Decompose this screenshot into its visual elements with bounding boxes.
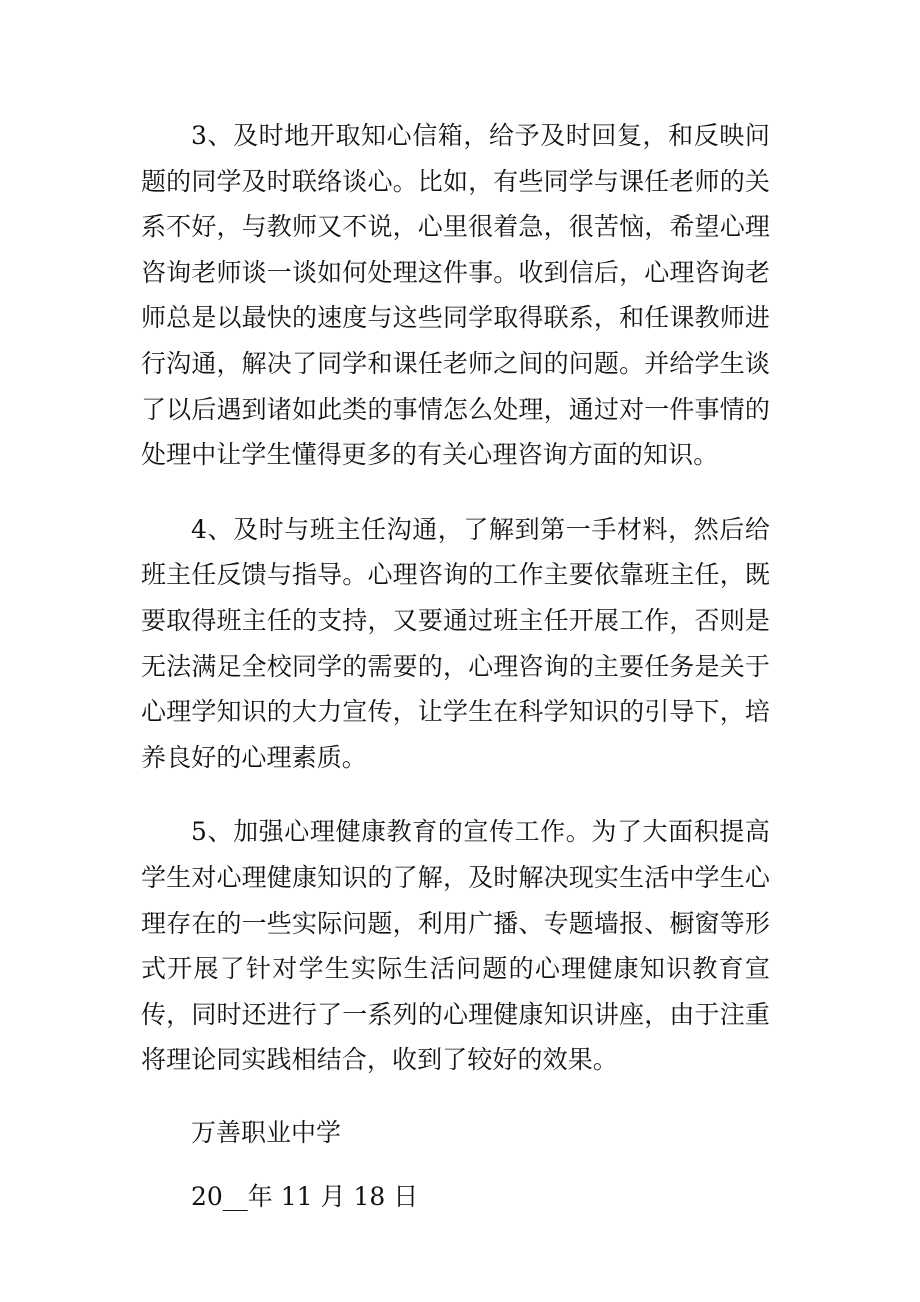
paragraph-item-4: 4、及时与班主任沟通，了解到第一手材料，然后给班主任反馈与指导。心理咨询的工作主要依靠班主任，既要取得班主任的支持，又要通过班主任开展工作，否则是无法满足全校同学的需要的，心理咨询的主要任务是关于心理学知识的大力宣传，让学生在科学知识的引导下，培养良好的心理素质。 bbox=[141, 514, 770, 772]
paragraph-item-3: 3、及时地开取知心信箱，给予及时回复，和反映问题的同学及时联络谈心。比如，有些同学与课任老师的关系不好，与教师又不说，心里很着急，很苦恼，希望心理咨询老师谈一谈如何处理这件事。收到信后，心理咨询老师总是以最快的速度与这些同学取得联系，和任课教师进行沟通，解决了同学和课任老师之间的问题。并给学生谈了以后遇到诸如此类的事情怎么处理，通过对一件事情的处理中让学生懂得更多的有关心理咨询方面的知识。 bbox=[141, 121, 770, 470]
signature-date: 20__年 11 月 18 日 bbox=[191, 1181, 419, 1211]
paragraph-item-5: 5、加强心理健康教育的宣传工作。为了大面积提高学生对心理健康知识的了解，及时解决现实生活中学生心理存在的一些实际问题，利用广播、专题墙报、橱窗等形式开展了针对学生实际生活问题的心理健康知识教育宣传，同时还进行了一系列的心理健康知识讲座，由于注重将理论同实践相结合，收到了较好的效果。 bbox=[141, 817, 770, 1075]
signature-school-name: 万善职业中学 bbox=[191, 1117, 342, 1147]
